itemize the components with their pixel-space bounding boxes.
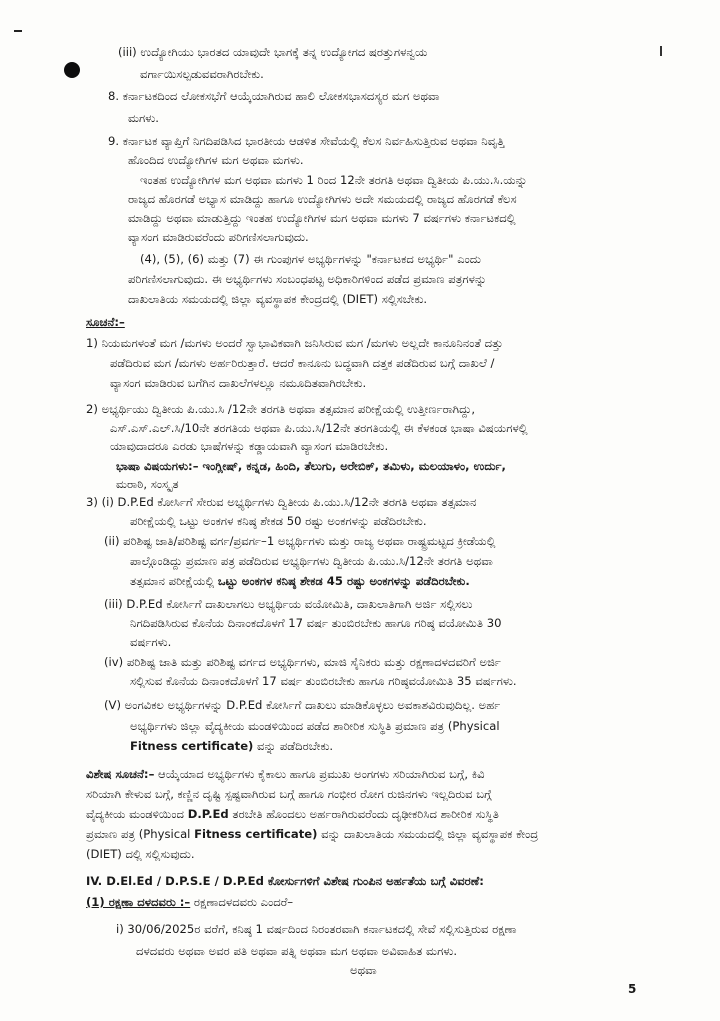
punch-hole-mark — [64, 62, 80, 78]
special-notice-line5: (DIET) ದಲ್ಲಿ ಸಲ್ಲಿಸುವುದು. — [86, 847, 195, 861]
page-number: 5 — [628, 982, 637, 996]
note-3iii-line1: (iii) D.P.Ed ಕೋರ್ಸಿಗೆ ದಾಖಲಾಗಲು ಅಭ್ಯರ್ಥಿಯ ವಯೋಮಿತಿ, ದಾಖಲಾತಿಗಾಗಿ ಅರ್ಜಿ ಸಲ್ಲಿಸಲು — [104, 597, 473, 611]
defence-subheading — [86, 894, 293, 910]
language-subjects-line2: ಮರಾಠಿ, ಸಂಸ್ಕೃತ — [116, 477, 179, 491]
item-8-line2: ಮಗಳು. — [128, 111, 159, 125]
note-2-line2: ಎಸ್.ಎಸ್.ಎಲ್.ಸಿ/10ನೇ ತರಗತಿಯ ಅಥವಾ ಪಿ.ಯು.ಸಿ/12ನೇ ತರಗತಿಯಲ್ಲಿ ಈ ಕೆಳಕಂಡ ಭಾಷಾ ವಿಷಯಗಳಲ್ಲಿ — [110, 421, 528, 435]
section-iv-heading: IV. D.El.Ed / D.P.S.E / D.P.Ed ಕೋರ್ಸುಗಳಿಗೆ ವಿಶೇಷ ಗುಂಪಿನ ಅರ್ಹತೆಯ ಬಗ್ಗೆ ವಿವರಣೆ: — [86, 874, 484, 888]
item-iii-line2: ವರ್ಗಾಯಿಸಲ್ಪಡುವವರಾಗಿರಬೇಕು. — [140, 67, 264, 81]
note-3iii-line3: ವರ್ಷಗಳು. — [130, 635, 172, 649]
special-notice-line3-a: ವೈದ್ಯಕೀಯ ಮಂಡಳಿಯಿಂದ — [86, 807, 188, 821]
note-3v-line3-bold: Fitness certificate) — [130, 739, 254, 753]
note-3v-line1: (V) ಅಂಗವಿಕಲ ಅಭ್ಯರ್ಥಿಗಳನ್ನು D.P.Ed ಕೋರ್ಸಿಗೆ ದಾಖಲು ಮಾಡಿಕೊಳ್ಳಲು ಅವಕಾಶವಿರುವುದಿಲ್ಲ. ಅರ್ಹ — [104, 698, 501, 712]
note-3v-line3 — [130, 738, 333, 754]
item-9-para-line4: ವ್ಯಾಸಂಗ ಮಾಡಿರುವರೆಂದು ಪರಿಗಣಿಸಲಾಗುವುದು. — [128, 230, 309, 244]
special-notice-line3 — [86, 806, 499, 822]
note-1-line2: ಪಡೆದಿರುವ ಮಗ /ಮಗಳು ಅರ್ಹರಿರುತ್ತಾರೆ. ಆದರೆ ಕಾನೂನು ಬದ್ಧವಾಗಿ ದತ್ತಕ ಪಡೆದಿರುವ ಬಗ್ಗೆ ದಾಖಲೆ / — [110, 356, 495, 370]
note-3v-line3-plain: ವನ್ನು ಪಡೆದಿರಬೇಕು. — [253, 739, 334, 753]
item-9-para-line3: ಮಾಡಿದ್ದು ಅಥವಾ ಮಾಡುತ್ತಿದ್ದು ಇಂತಹ ಉದ್ಯೋಗಿಗಳ ಮಗ ಅಥವಾ ಮಗಳು 7 ವರ್ಷಗಳು ಕರ್ನಾಟಕದಲ್ಲಿ — [128, 211, 516, 225]
note-3iv-line1: (iv) ಪರಿಶಿಷ್ಟ ಜಾತಿ ಮತ್ತು ಪರಿಶಿಷ್ಟ ವರ್ಗದ ಅಭ್ಯರ್ಥಿಗಳು, ಮಾಜಿ ಸೈನಿಕರು ಮತ್ತು ರಕ್ಷಣಾದಳದವರಿಗೆ ಅರ್ಜಿ — [104, 655, 501, 669]
special-notice-line1-text: ಆಯ್ಕೆಯಾದ ಅಭ್ಯರ್ಥಿಗಳು ಕೈಕಾಲು ಹಾಗೂ ಪ್ರಮುಖ ಅಂಗಗಳು ಸರಿಯಾಗಿರುವ ಬಗ್ಗೆ, ಕಿವಿ — [154, 767, 485, 781]
note-2-line3: ಯಾವುದಾದರೂ ಎರಡು ಭಾಷೆಗಳನ್ನು ಕಡ್ಡಾಯವಾಗಿ ವ್ಯಾಸಂಗ ಮಾಡಿರಬೇಕು. — [110, 439, 389, 453]
note-3i-line1: 3) (i) D.P.Ed ಕೋರ್ಸಿಗೆ ಸೇರುವ ಅಭ್ಯರ್ಥಿಗಳು ದ್ವಿತೀಯ ಪಿ.ಯು.ಸಿ/12ನೇ ತರಗತಿ ಅಥವಾ ತತ್ಸಮಾನ — [86, 495, 477, 509]
item-9-para-line1: ಇಂತಹ ಉದ್ಯೋಗಿಗಳ ಮಗ ಅಥವಾ ಮಗಳು 1 ರಿಂದ 12ನೇ ತರಗತಿ ಅಥವಾ ದ್ವಿತೀಯ ಪಿ.ಯು.ಸಿ.ಯನ್ನು — [140, 173, 528, 187]
defence-subheading-label: (1) ರಕ್ಷಣಾ ದಳದವರು :– — [86, 895, 191, 909]
defence-subheading-text: ರಕ್ಷಣಾದಳದವರು ಎಂದರೆ– — [190, 895, 294, 909]
special-notice-line4-b: ವನ್ನು ದಾಖಲಾತಿಯ ಸಮಯದಲ್ಲಿ ಜಿಲ್ಲಾ ವ್ಯವಸ್ಥಾಪಕ ಕೇಂದ್ರ — [317, 827, 539, 841]
special-notice-heading: ವಿಶೇಷ ಸೂಚನೆ:– — [86, 767, 155, 781]
note-2-line1: 2) ಅಭ್ಯರ್ಥಿಯು ದ್ವಿತೀಯ ಪಿ.ಯು.ಸಿ /12ನೇ ತರಗತಿ ಅಥವಾ ತತ್ಸಮಾನ ಪರೀಕ್ಷೆಯಲ್ಲಿ ಉತ್ತೀರ್ಣರಾಗಿದ್ದು, — [86, 402, 476, 416]
special-notice-line4-a: ಪ್ರಮಾಣ ಪತ್ರ (Physical — [86, 827, 195, 841]
note-3ii-line3 — [130, 573, 470, 589]
special-notice-line3-b: ತರಬೇತಿ ಹೊಂದಲು ಅರ್ಹರಾಗಿರುವರೆಂದು ದೃಢೀಕರಿಸಿದ ಶಾರೀರಿಕ ಸುಸ್ಥಿತಿ — [228, 807, 499, 821]
item-9-para-line2: ರಾಜ್ಯದ ಹೊರಗಡೆ ಅಭ್ಯಾಸ ಮಾಡಿದ್ದು ಹಾಗೂ ಉದ್ಯೋಗಿಗಳು ಅದೇ ಸಮಯದಲ್ಲಿ ರಾಜ್ಯದ ಹೊರಗಡೆ ಕೆಲಸ — [128, 192, 517, 206]
special-notice-line4 — [86, 826, 538, 842]
note-1-line1: 1) ನಿಯಮಗಳಂತೆ ಮಗ /ಮಗಳು ಅಂದರೆ ಸ್ವಾಭಾವಿಕವಾಗಿ ಜನಿಸಿರುವ ಮಗ /ಮಗಳು ಅಲ್ಲದೇ ಕಾನೂನಿನಂತೆ ದತ್ತು — [86, 336, 503, 350]
item-9-line1: 9. ಕರ್ನಾಟಕ ವ್ಯಾಪ್ತಿಗೆ ನಿಗದಿಪಡಿಸಿದ ಭಾರತೀಯ ಆಡಳಿತ ಸೇವೆಯಲ್ಲಿ ಕೆಲಸ ನಿರ್ವಹಿಸುತ್ತಿರುವ ಅಥವಾ ನಿವೃತ್ತಿ — [108, 134, 505, 148]
special-notice-line4-bold: Fitness certificate) — [194, 827, 318, 841]
item-iii-line1: (iii) ಉದ್ಯೋಗಿಯು ಭಾರತದ ಯಾವುದೇ ಭಾಗಕ್ಕೆ ತನ್ನ ಉದ್ಯೋಗದ ಷರತ್ತುಗಳನ್ವಯ — [118, 45, 428, 59]
defence-i-line2: ದಳದವರು ಅಥವಾ ಅವರ ಪತಿ ಅಥವಾ ಪತ್ನಿ ಅಥವಾ ಮಗ ಅಥವಾ ಅವಿವಾಹಿತ ಮಗಳು. — [136, 944, 458, 958]
special-notice-line1 — [86, 766, 485, 782]
or-separator: ಅಥವಾ — [350, 963, 377, 977]
note-3ii-line3-bold: ಒಟ್ಟು ಅಂಕಗಳ ಕನಿಷ್ಠ ಶೇಕಡ 45 ರಷ್ಟು ಅಂಕಗಳನ್ನು ಪಡೆದಿರಬೇಕು. — [217, 574, 470, 588]
note-3i-line2: ಪರೀಕ್ಷೆಯಲ್ಲಿ ಒಟ್ಟು ಅಂಕಗಳ ಕನಿಷ್ಠ ಶೇಕಡ 50 ರಷ್ಟು ಅಂಕಗಳನ್ನು ಪಡೆದಿರಬೇಕು. — [130, 514, 427, 528]
item-8-line1: 8. ಕರ್ನಾಟಕದಿಂದ ಲೋಕಸಭೆಗೆ ಆಯ್ಕೆಯಾಗಿರುವ ಹಾಲಿ ಲೋಕಸಭಾಸದಸ್ಯರ ಮಗ ಅಥವಾ — [108, 89, 440, 103]
groups-para-line1: (4), (5), (6) ಮತ್ತು (7) ಈ ಗುಂಪುಗಳ ಅಭ್ಯರ್ಥಿಗಳನ್ನು "ಕರ್ನಾಟಕದ ಅಭ್ಯರ್ಥಿ" ಎಂದು — [140, 252, 481, 266]
special-notice-line2: ಸರಿಯಾಗಿ ಕೇಳುವ ಬಗ್ಗೆ, ಕಣ್ಣಿನ ದೃಷ್ಟಿ ಸ್ಪಷ್ಟವಾಗಿರುವ ಬಗ್ಗೆ ಹಾಗೂ ಗಂಭೀರ ರೋಗ ರುಜಿನಗಳು ಇಲ್ಲದಿರುವ ಬಗ್ಗೆ — [86, 787, 492, 801]
item-9-line2: ಹೊಂದಿದ ಉದ್ಯೋಗಿಗಳ ಮಗ ಅಥವಾ ಮಗಳು. — [128, 153, 304, 167]
note-3ii-line3-plain: ತತ್ಸಮಾನ ಪರೀಕ್ಷೆಯಲ್ಲಿ — [130, 574, 218, 588]
note-3ii-line2: ಪಾಲ್ಗೊಂಡಿದ್ದು ಪ್ರಮಾಣ ಪತ್ರ ಪಡೆದಿರುವ ಅಭ್ಯರ್ಥಿಗಳು ದ್ವಿತೀಯ ಪಿ.ಯು.ಸಿ/12ನೇ ತರಗತಿ ಅಥವಾ — [130, 554, 493, 568]
groups-para-line2: ಪರಿಗಣಿಸಲಾಗುವುದು. ಈ ಅಭ್ಯರ್ಥಿಗಳು ಸಂಬಂಧಪಟ್ಟ ಅಧಿಕಾರಿಗಳಿಂದ ಪಡೆದ ಪ್ರಮಾಣ ಪತ್ರಗಳನ್ನು — [128, 272, 487, 286]
note-3iii-line2: ನಿಗದಿಪಡಿಸಿರುವ ಕೊನೆಯ ದಿನಾಂಕದೊಳಗೆ 17 ವರ್ಷ ತುಂಬಿರಬೇಕು ಹಾಗೂ ಗರಿಷ್ಠ ವಯೋಮಿತಿ 30 — [130, 616, 502, 630]
scan-mark — [14, 30, 22, 32]
groups-para-line3: ದಾಖಲಾತಿಯ ಸಮಯದಲ್ಲಿ ಜಿಲ್ಲಾ ವ್ಯವಸ್ಥಾಪಕ ಕೇಂದ್ರದಲ್ಲಿ (DIET) ಸಲ್ಲಿಸಬೇಕು. — [128, 292, 428, 306]
notice-heading: ಸೂಚನೆ:– — [86, 315, 125, 329]
note-3iv-line2: ಸಲ್ಲಿಸುವ ಕೊನೆಯ ದಿನಾಂಕದೊಳಗೆ 17 ವರ್ಷ ತುಂಬಿರಬೇಕು ಹಾಗೂ ಗರಿಷ್ಠವಯೋಮಿತಿ 35 ವರ್ಷಗಳು. — [130, 674, 517, 688]
special-notice-line3-bold: D.P.Ed — [187, 807, 229, 821]
note-1-line3: ವ್ಯಾಸಂಗ ಮಾಡಿರುವ ಬಗೆಗಿನ ದಾಖಲೆಗಳಲ್ಲೂ ನಮೂದಿತವಾಗಿರಬೇಕು. — [110, 376, 367, 390]
note-3v-line2: ಅಭ್ಯರ್ಥಿಗಳು ಜಿಲ್ಲಾ ವೈದ್ಯಕೀಯ ಮಂಡಳಿಯಿಂದ ಪಡೆದ ಶಾರೀರಿಕ ಸುಸ್ಥಿತಿ ಪ್ರಮಾಣ ಪತ್ರ (Physical — [130, 719, 500, 733]
scan-mark — [660, 46, 662, 56]
language-subjects-line1: ಭಾಷಾ ವಿಷಯಗಳು:– ಇಂಗ್ಲೀಷ್, ಕನ್ನಡ, ಹಿಂದಿ, ತೆಲುಗು, ಅರೇಬಿಕ್, ತಮಿಳು, ಮಲಯಾಳಂ, ಉರ್ದು, — [116, 459, 506, 473]
note-3ii-line1: (ii) ಪರಿಶಿಷ್ಟ ಜಾತಿ/ಪರಿಶಿಷ್ಟ ವರ್ಗ/ಪ್ರವರ್ಗ–1 ಅಭ್ಯರ್ಥಿಗಳು ಮತ್ತು ರಾಜ್ಯ ಅಥವಾ ರಾಷ್ಟ್ರಮಟ್ಟದ ಕ್ರೀಡೆಯಲ್ಲಿ — [104, 534, 496, 548]
defence-i-line1: i) 30/06/2025ರ ವರೆಗೆ, ಕನಿಷ್ಠ 1 ವರ್ಷದಿಂದ ನಿರಂತರವಾಗಿ ಕರ್ನಾಟಕದಲ್ಲಿ ಸೇವೆ ಸಲ್ಲಿಸುತ್ತಿರುವ ರಕ್ಷಣಾ — [116, 922, 517, 936]
